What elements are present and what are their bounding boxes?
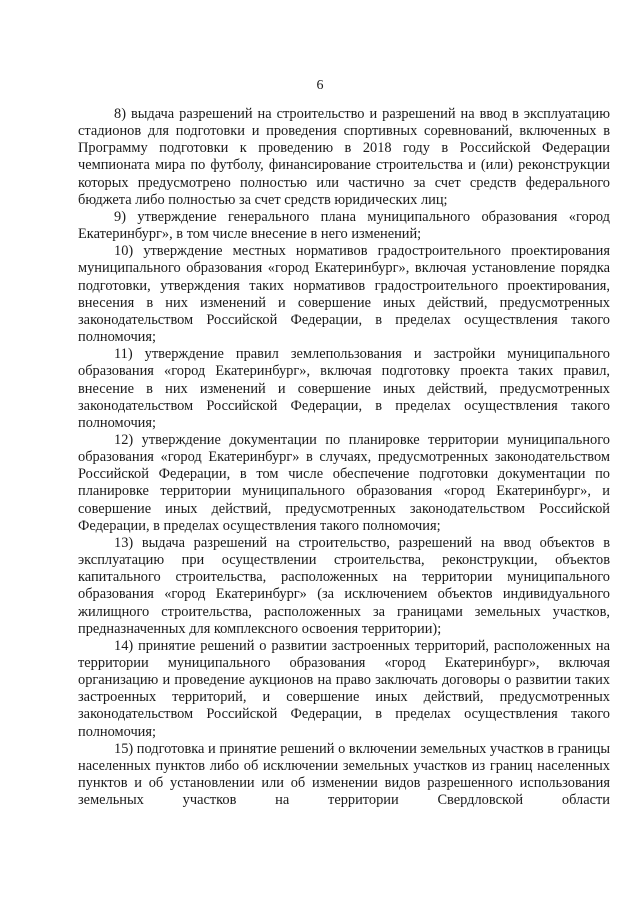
list-item-12: 12) утверждение документации по планировке территории муниципального образования «город Екатеринбург» в случаях, предусмотренных законодательством Российской Федерации, в том числе обеспечение подготовки документации по планировке территории муниципального образования «город Екатеринбург», и совершение иных действий, предусмотренных законодательством Российской Федерации, в пределах осуществления такого полномочия; <box>78 431 610 534</box>
document-body <box>78 106 610 809</box>
list-item-14: 14) принятие решений о развитии застроенных территорий, расположенных на территории муниципального образования «город Екатеринбург», включая организацию и проведение аукционов на право заключать договоры о развитии таких застроенных территорий, и совершение иных действий, предусмотренных законодательством Российской Федерации, в пределах осуществления такого полномочия; <box>78 637 610 740</box>
list-item-10: 10) утверждение местных нормативов градостроительного проектирования муниципального образования «город Екатеринбург», включая установление порядка подготовки, утверждения таких нормативов градостроительного проектирования, внесения в них изменений и совершение иных действий, предусмотренных законодательством Российской Федерации, в пределах осуществления такого полномочия; <box>78 243 610 346</box>
list-item-15: 15) подготовка и принятие решений о включении земельных участков в границы населенных пунктов либо об исключении земельных участков из границ населенных пунктов и об установлении или об изменении видов разрешенного использования земельных участков на территории Свердловской области <box>78 740 610 809</box>
list-item-13: 13) выдача разрешений на строительство, разрешений на ввод объектов в эксплуатацию при осуществлении строительства, реконструкции, объектов капитального строительства, расположенных на территории муниципального образования «город Екатеринбург» (за исключением объектов индивидуального жилищного строительства, расположенных за границами земельных участков, предназначенных для комплексного освоения территории); <box>78 534 610 637</box>
list-item-8: 8) выдача разрешений на строительство и разрешений на ввод в эксплуатацию стадионов для подготовки и проведения спортивных соревнований, включенных в Программу подготовки к проведению в 2018 году в Российской Федерации чемпионата мира по футболу, финансирование строительства и (или) реконструкции которых предусмотрено полностью или частично за счет средств федерального бюджета либо полностью за счет средств юридических лиц; <box>78 106 610 208</box>
list-item-11: 11) утверждение правил землепользования и застройки муниципального образования «город Екатеринбург», включая подготовку проекта таких правил, внесение в них изменений и совершение иных действий, предусмотренных законодательством Российской Федерации, в пределах осуществления такого полномочия; <box>78 346 610 431</box>
page-number: 6 <box>316 78 324 93</box>
list-item-9: 9) утверждение генерального плана муниципального образования «город Екатеринбург», в том числе внесение в него изменений; <box>78 208 610 243</box>
